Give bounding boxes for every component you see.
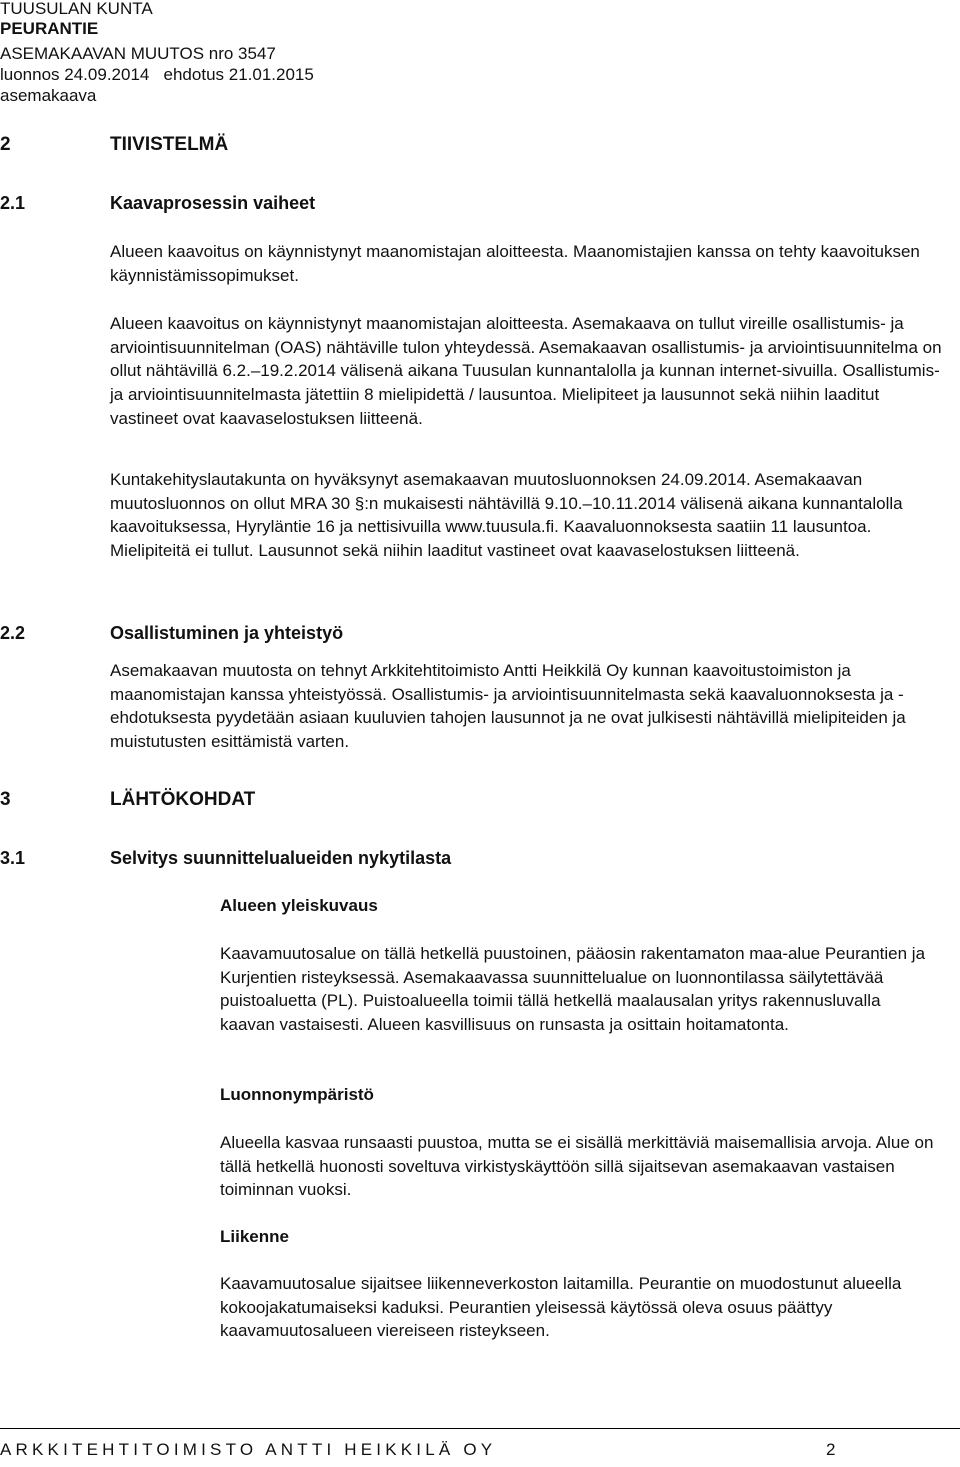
paragraph-2-1-b: Alueen kaavoitus on käynnistynyt maanomistajan aloitteesta. Asemakaava on tullut vireille osallistumis- ja arviointisuunnitelman (OAS) nähtäville tulon yhteydessä. Asemakaavan osallistumis- ja arviointisuunnitelma on ollut nähtävillä 6.2.–19.2.2014 välisenä aikana Tuusulan kunnantalolla ja kunnan internet-sivuilla. Osallistumis- ja arviointisuunnitelmasta jätettiin 8 mielipidettä / lausuntoa. Mielipiteet ja lausunnot sekä niihin laaditut vastineet ovat kaavaselostuksen liitteenä. [110, 314, 942, 428]
area-name: PEURANTIE [0, 19, 99, 38]
section-number: 3.1 [0, 848, 26, 868]
section-number: 3 [0, 789, 11, 810]
paragraph-yleiskuvaus: Kaavamuutosalue on tällä hetkellä puustoinen, pääosin rakentamaton maa-alue Peurantien ja Kurjentien risteyksessä. Asemakaavassa suunnittelualue on luonnontilassa säilytettävää puistoaluetta (PL). Puistoalueella toimii tällä hetkellä maalausalan yritys rakennusluvalla kaavan vastaisesti. Alueen kasvillisuus on runsasta ja osittain hoitamatonta. [220, 944, 926, 1035]
paragraph-2-1-c: Kuntakehityslautakunta on hyväksynyt asemakaavan muutosluonnoksen 24.09.2014. Asemakaavan muutosluonnos on ollut MRA 30 §:n mukaisesti nähtävillä 9.10.–10.11.2014 välisenä aikana kunnantalolla kaavoituksessa, Hyryläntie 16 ja nettisivuilla www.tuusula.fi. Kaavaluonnoksesta saatiin 11 lausuntoa. Mielipiteitä ei tullut. Lausunnot sekä niihin laaditut vastineet ovat kaavaselostuksen liitteenä. [110, 470, 903, 561]
section-number: 2.1 [0, 193, 26, 213]
section-title: LÄHTÖKOHDAT [110, 789, 256, 810]
footer-divider [0, 1428, 960, 1429]
plan-name: ASEMAKAAVAN MUUTOS nro 3547 [0, 44, 276, 63]
section-title: Selvitys suunnittelualueiden nykytilasta [110, 848, 452, 868]
paragraph-2-2: Asemakaavan muutosta on tehnyt Arkkitehtitoimisto Antti Heikkilä Oy kunnan kaavoitustoimiston ja maanomistajan kanssa yhteistyössä. Osallistumis- ja arviointisuunnitelmasta sekä kaavaluonnoksesta ja -ehdotuksesta pyydetään asiaan kuuluvien tahojen lausunnot ja ne ovat julkisesti nähtävillä mielipiteiden ja muistutusten esittämistä varten. [110, 661, 906, 752]
paragraph-luonnonymparisto: Alueella kasvaa runsaasti puustoa, mutta se ei sisällä merkittäviä maisemallisia arvoja. Alue on tällä hetkellä huonosti soveltuva virkistyskäyttöön sillä sijaitsevan asemakaavan vastaisen toiminnan vuoksi. [220, 1133, 934, 1200]
footer-company: ARKKITEHTITOIMISTO ANTTI HEIKKILÄ OY [0, 1440, 497, 1459]
paragraph-2-1-a: Alueen kaavoitus on käynnistynyt maanomistajan aloitteesta. Maanomistajien kanssa on tehty kaavoituksen käynnistämissopimukset. [110, 242, 920, 285]
plan-type: asemakaava [0, 86, 97, 105]
section-number: 2.2 [0, 623, 26, 643]
subheading-liikenne: Liikenne [220, 1227, 289, 1246]
section-title: Kaavaprosessin vaiheet [110, 193, 316, 213]
section-title: Osallistuminen ja yhteistyö [110, 623, 344, 643]
section-number: 2 [0, 134, 11, 155]
plan-dates: luonnos 24.09.2014 ehdotus 21.01.2015 [0, 65, 314, 84]
municipality-name: TUUSULAN KUNTA [0, 0, 153, 18]
subheading-yleiskuvaus: Alueen yleiskuvaus [220, 896, 378, 915]
section-title: TIIVISTELMÄ [110, 134, 229, 155]
paragraph-liikenne: Kaavamuutosalue sijaitsee liikenneverkoston laitamilla. Peurantie on muodostunut alueella kokoojakatumaiseksi kaduksi. Peurantien yleisessä käytössä oleva osuus päättyy kaavamuutosalueen viereiseen risteykseen. [220, 1274, 902, 1341]
subheading-luonnonymparisto: Luonnonympäristö [220, 1085, 374, 1104]
page-number: 2 [826, 1440, 836, 1459]
